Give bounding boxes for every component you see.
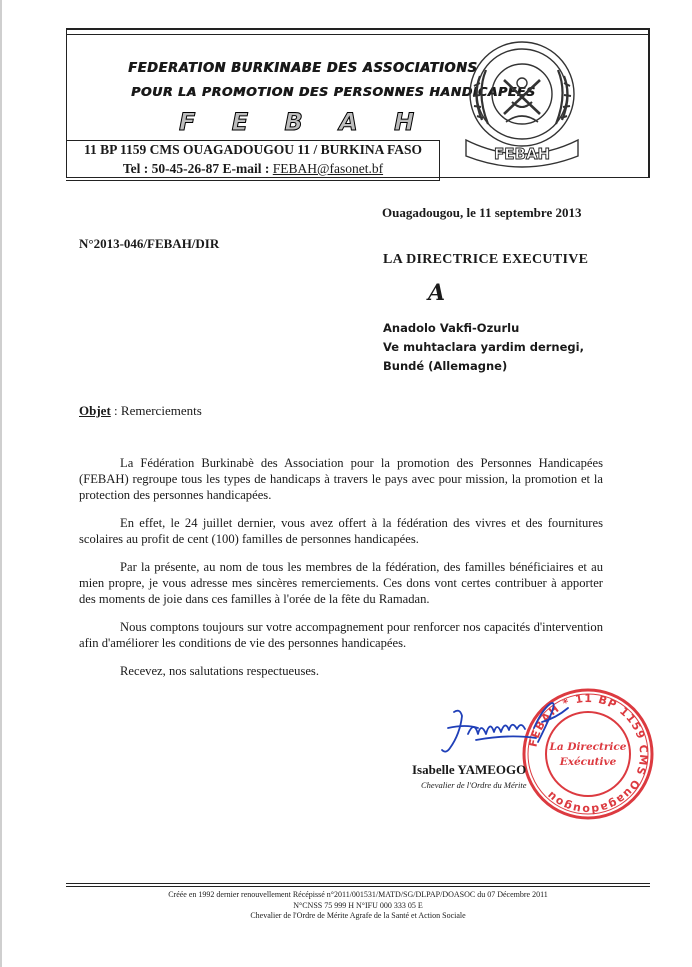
contact-phone: Tel : 50-45-26-87 E-mail :: [122, 161, 270, 176]
closing-salutation: Recevez, nos salutations respectueuses.: [120, 664, 319, 678]
febah-logo: [452, 36, 592, 176]
footer-line: Chevalier de l'Ordre de Mérite Agrafe de la Santé et Action Sociale: [250, 911, 466, 920]
recipient-line: Anadolo Vakfi-Ozurlu: [383, 321, 520, 335]
signatory-title: Chevalier de l'Ordre du Mérite: [421, 780, 527, 790]
subject-separator: :: [110, 403, 121, 418]
footer-line: N°CNSS 75 999 H N°IFU 000 333 05 E: [293, 900, 423, 910]
org-acronym: F E B A H: [179, 108, 429, 136]
subject-text: Remerciements: [120, 403, 202, 418]
subject-label: Objet: [79, 403, 111, 418]
subject-line: [79, 403, 202, 419]
body-paragraph: La Fédération Burkinabè des Association pour la promotion des Personnes Handicapées (FEBAH) regroupe tous les types de handicaps à travers le pays avec pour mission, la promotion et la protection des personnes handicapées.: [79, 456, 603, 502]
body-paragraph: Par la présente, au nom de tous les membres de la fédération, des familles bénéficiaires et au mien propre, je vous adresse mes sincères remerciements. Ces dons vont certes contribuer à apporter des moments de joie dans ces familles à l'orée de la fête du Ramadan.: [79, 560, 603, 606]
stamp-center-line2: Exécutive: [559, 756, 617, 768]
recipient-line: Ve muhtaclara yardim dernegi,: [383, 340, 584, 354]
body-paragraph: Nous comptons toujours sur votre accompagnement pour renforcer nos capacités d'intervention afin d'améliorer les conditions de vie des personnes handicapées.: [79, 620, 603, 650]
sender-title: LA DIRECTRICE EXECUTIVE: [383, 252, 589, 267]
org-name-line2: POUR LA PROMOTION DES PERSONNES HANDICAPEES: [131, 84, 536, 99]
postal-address: 11 BP 1159 CMS OUAGADOUGOU 11 / BURKINA FASO: [83, 142, 423, 157]
body-paragraph: En effet, le 24 juillet dernier, vous avez offert à la fédération des vivres et des fournitures scolaires au profit de cent (100) familles de personnes handicapées.: [79, 516, 603, 546]
footer-rule: [66, 883, 650, 887]
city-date: Ouagadougou, le 11 septembre 2013: [382, 205, 582, 220]
addressee-marker: A: [428, 280, 446, 306]
footer-line: Créée en 1992 dernier renouvellement Récépissé n°2011/001531/MATD/SG/DLPAP/DOASOC du 07 Décembre 2011: [168, 890, 548, 899]
letterhead-top-rule: [66, 28, 650, 35]
handwritten-signature: [438, 698, 573, 760]
stamp-center-line1: La Directrice: [549, 741, 627, 753]
recipient-line: Bundé (Allemagne): [383, 359, 508, 373]
contact-line: [72, 161, 434, 177]
contact-email-link[interactable]: FEBAH@fasonet.bf: [272, 161, 384, 176]
reference-number: N°2013-046/FEBAH/DIR: [79, 236, 220, 251]
footer-block: [66, 890, 650, 922]
letter-body: [79, 455, 603, 691]
logo-label: FEBAH: [493, 145, 551, 163]
signatory-name: Isabelle YAMEOGO: [412, 762, 527, 777]
org-name-line1: FEDERATION BURKINABE DES ASSOCIATIONS: [128, 61, 478, 76]
recipient-block: [383, 319, 584, 376]
stamp-ring-text: FEBAH * 11 BP 1159 CMS Ouagadougou: [526, 691, 651, 817]
